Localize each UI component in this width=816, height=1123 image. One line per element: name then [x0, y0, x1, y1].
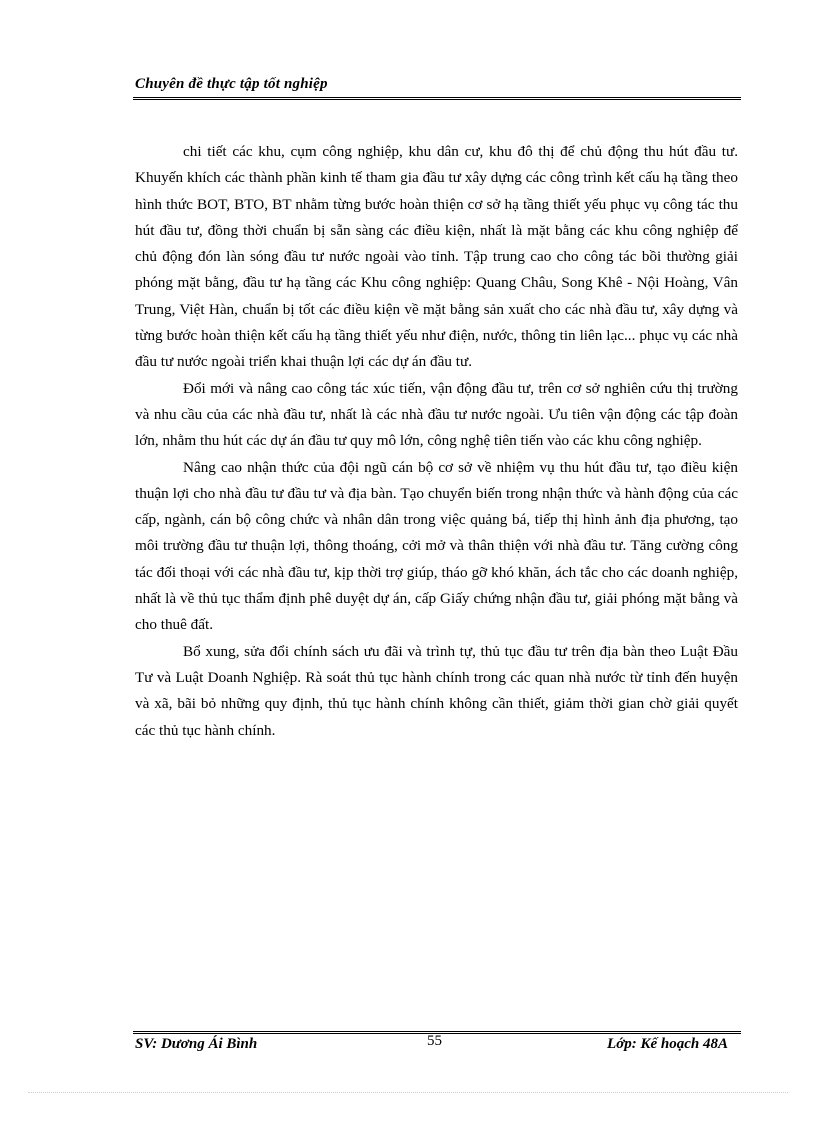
header-divider	[133, 97, 741, 100]
paragraph-continuation: chi tiết các khu, cụm công nghiệp, khu dân cư, khu đô thị để chủ động thu hút đầu tư. Khuyến khích các thành phần kinh tế tham gia đầu tư xây dựng các công trình kết cấu hạ tầng theo hình thức BOT, BTO, BT nhằm từng bước hoàn thiện cơ sở hạ tầng thiết yếu phục vụ công tác thu hút đầu tư, đồng thời chuẩn bị sẵn sàng các điều kiện, nhất là mặt bằng các khu công nghiệp để chủ động đón làn sóng đầu tư nước ngoài vào tỉnh. Tập trung cao cho công tác bồi thường giải phóng mặt bằng, đầu tư hạ tầng các Khu công nghiệp: Quang Châu, Song Khê - Nội Hoàng, Vân Trung, Việt Hàn, chuẩn bị tốt các điều kiện về mặt bằng sản xuất cho các nhà đầu tư, xây dựng và từng bước hoàn thiện kết cấu hạ tầng thiết yếu như điện, nước, thông tin liên lạc... phục vụ các nhà đầu tư nước ngoài triển khai thuận lợi các dự án đầu tư.	[135, 143, 738, 371]
page-bottom-edge	[28, 1092, 788, 1093]
paragraph-policy-reform: Bổ xung, sửa đổi chính sách ưu đãi và trình tự, thủ tục đầu tư trên địa bàn theo Luật Đầu Tư và Luật Doanh Nghiệp. Rà soát thủ tục hành chính trong các quan nhà nước từ tỉnh đến huyện và xã, bãi bỏ những quy định, thủ tục hành chính không cần thiết, giảm thời gian chờ giải quyết các thủ tục hành chính.	[135, 642, 738, 739]
page-number: 55	[427, 1033, 442, 1049]
header-title: Chuyên đề thực tập tốt nghiệp	[135, 76, 328, 92]
footer-class-name: Lớp: Kế hoạch 48A	[607, 1036, 728, 1052]
footer-student-name: SV: Dương Ái Bình	[135, 1036, 258, 1052]
body-text	[135, 139, 738, 744]
paragraph-awareness: Nâng cao nhận thức của đội ngũ cán bộ cơ sở về nhiệm vụ thu hút đầu tư, tạo điều kiện thuận lợi cho nhà đầu tư đầu tư và địa bàn. Tạo chuyển biến trong nhận thức và hành động của các cấp, ngành, cán bộ công chức và nhân dân trong việc quảng bá, tiếp thị hình ảnh địa phương, tạo môi trường đầu tư thuận lợi, thông thoáng, cởi mở và thân thiện với nhà đầu tư. Tăng cường công tác đối thoại với các nhà đầu tư, kịp thời trợ giúp, tháo gỡ khó khăn, ách tắc cho các doanh nghiệp, nhất là về thủ tục thẩm định phê duyệt dự án, cấp Giấy chứng nhận đầu tư, giải phóng mặt bằng và cho thuê đất.	[135, 458, 738, 634]
paragraph-investment-promotion: Đổi mới và nâng cao công tác xúc tiến, vận động đầu tư, trên cơ sở nghiên cứu thị trường và nhu cầu của các nhà đầu tư, nhất là các nhà đầu tư nước ngoài. Ưu tiên vận động các tập đoàn lớn, nhằm thu hút các dự án đầu tư quy mô lớn, công nghệ tiên tiến vào các khu công nghiệp.	[135, 379, 738, 450]
